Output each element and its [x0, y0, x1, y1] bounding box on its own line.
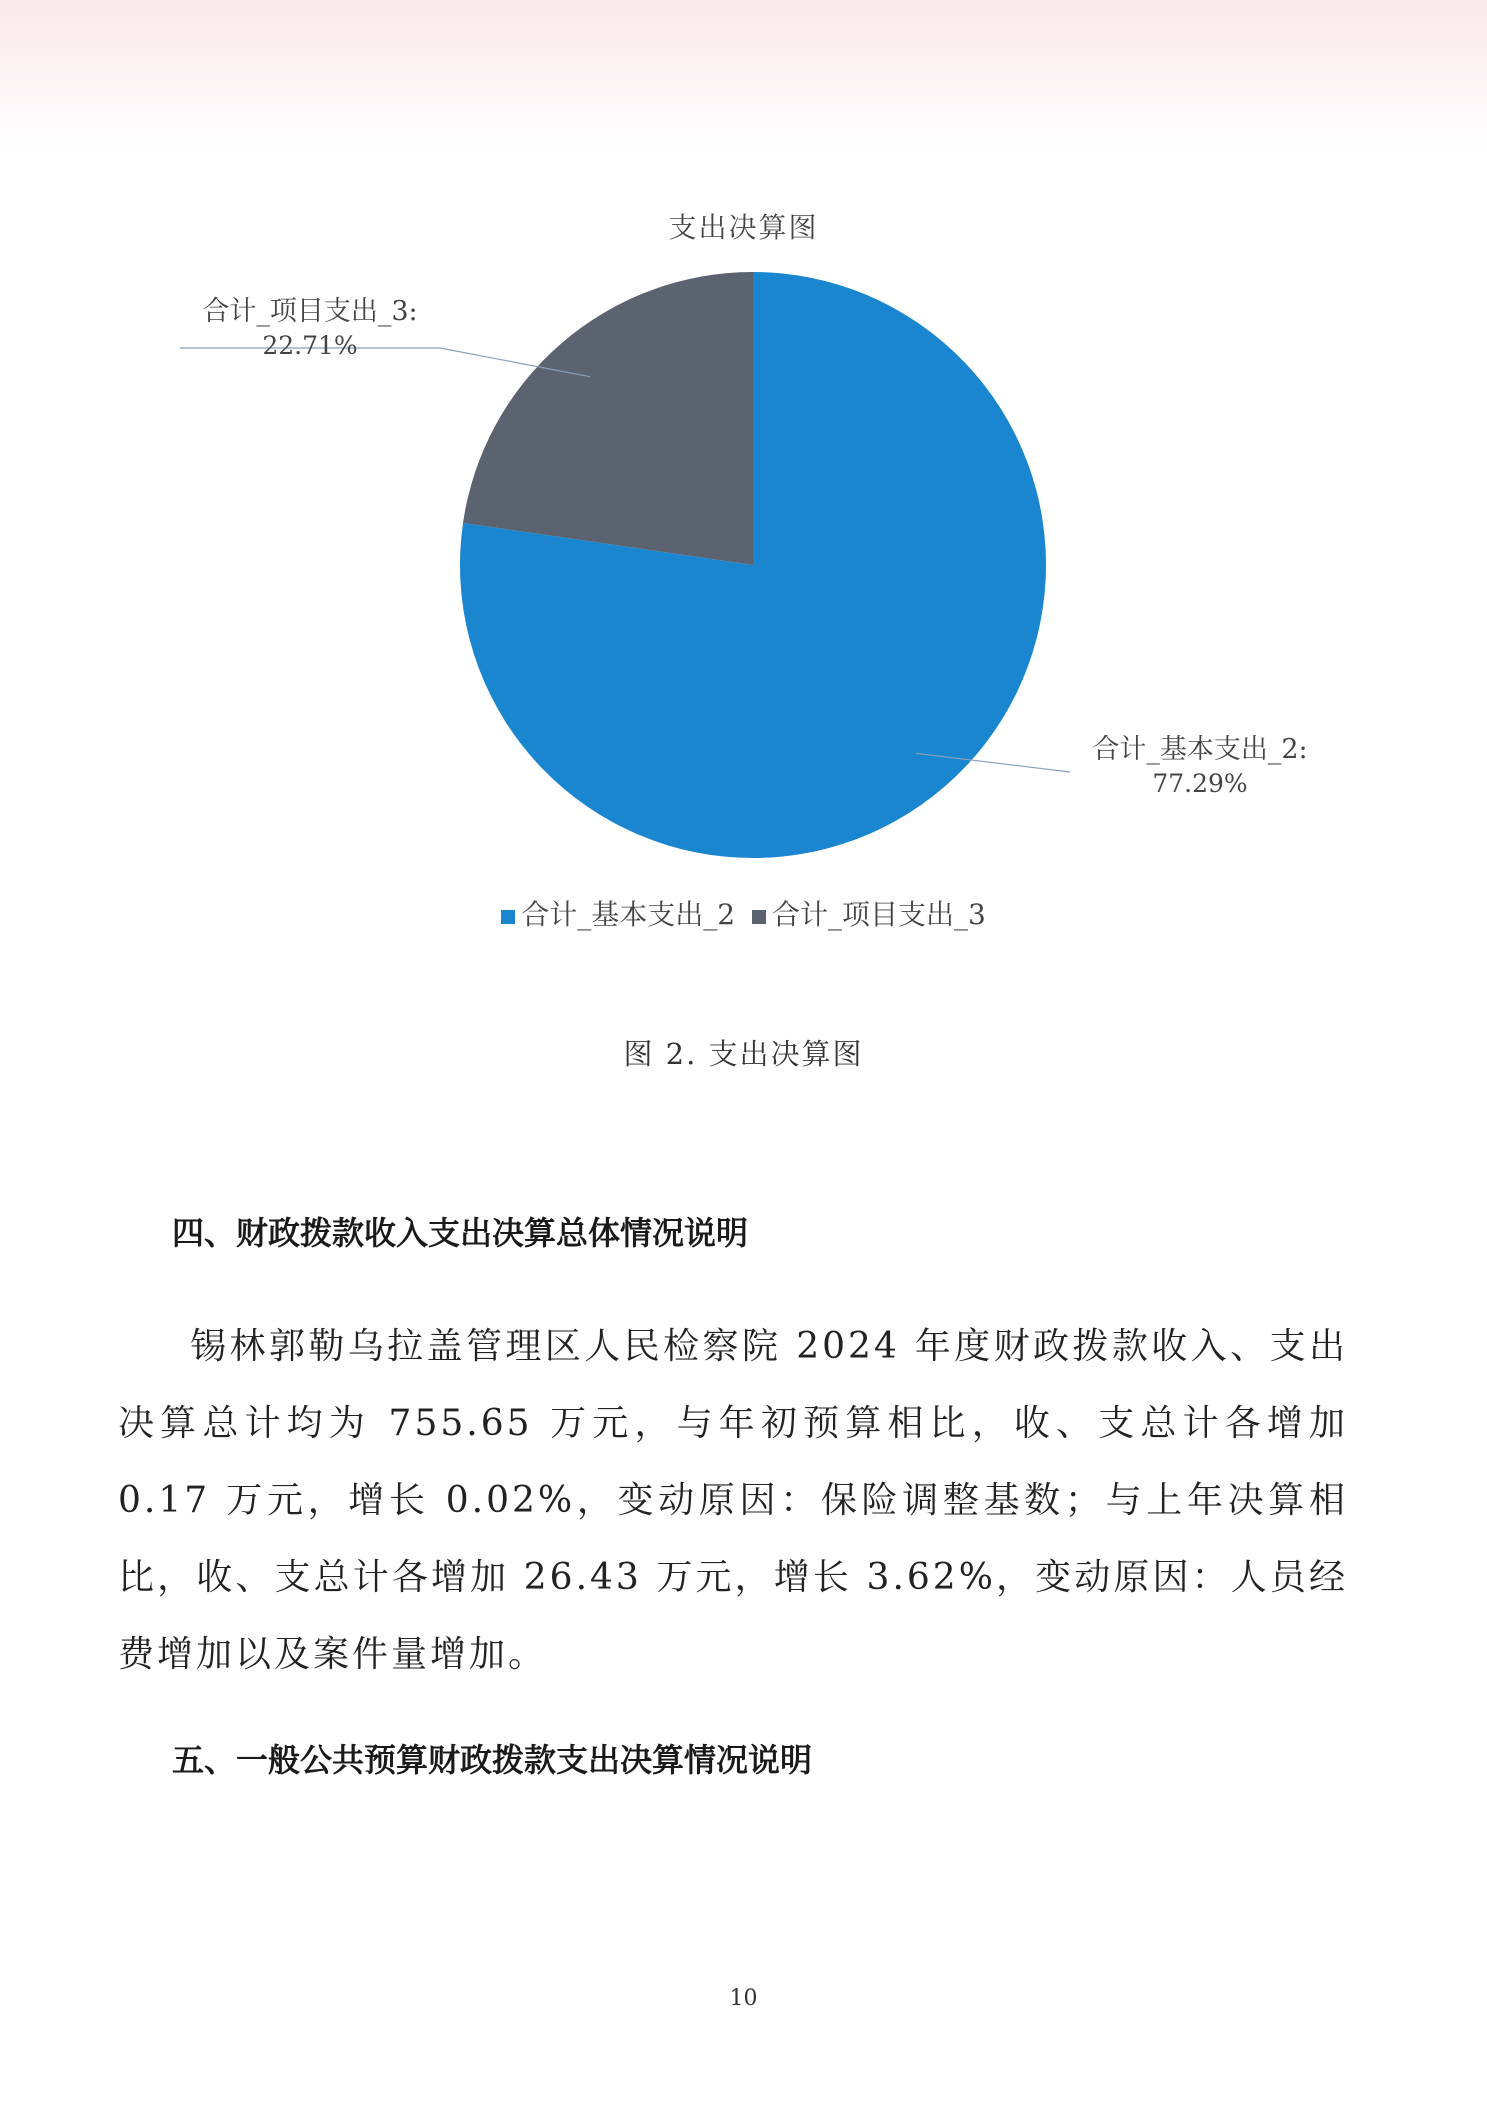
section-4-paragraph: 锡林郭勒乌拉盖管理区人民检察院 2024 年度财政拨款收入、支出决算总计均为 755.65 万元，与年初预算相比，收、支总计各增加 0.17 万元，增长 0.02%，变动原因：保险调整基数；与上年决算相比，收、支总计各增加 26.43 万元，增长 3.62%，变动原因：人员经费增加以及案件量增加。	[118, 1326, 1348, 1675]
section-heading-5: 五、一般公共预算财政拨款支出决算情况说明	[172, 1741, 813, 1779]
leader-line	[180, 348, 590, 377]
pie-svg	[0, 190, 1487, 890]
data-label-basic-value: 77.29%	[1152, 769, 1248, 798]
pie-slice-project	[463, 272, 753, 565]
data-label-basic-name: 合计_基本支出_2:	[1092, 734, 1308, 765]
chart-title: 支出决算图	[668, 211, 819, 244]
legend-item-project	[752, 893, 986, 933]
chart-legend	[0, 893, 1487, 933]
legend-label-project: 合计_项目支出_3	[771, 898, 986, 931]
legend-item-basic	[501, 893, 735, 933]
figure-caption: 图 2. 支出决算图	[623, 1037, 864, 1071]
section-heading-4: 四、财政拨款收入支出决算总体情况说明	[172, 1214, 749, 1252]
scan-tint	[0, 0, 1487, 150]
data-label-project-value: 22.71%	[262, 331, 358, 360]
page-number: 10	[729, 1986, 758, 2011]
data-label-project-name: 合计_项目支出_3:	[202, 296, 418, 327]
legend-swatch-basic	[501, 910, 515, 924]
legend-swatch-project	[752, 910, 766, 924]
expenditure-pie-chart	[0, 190, 1487, 950]
legend-label-basic: 合计_基本支出_2	[521, 898, 736, 931]
